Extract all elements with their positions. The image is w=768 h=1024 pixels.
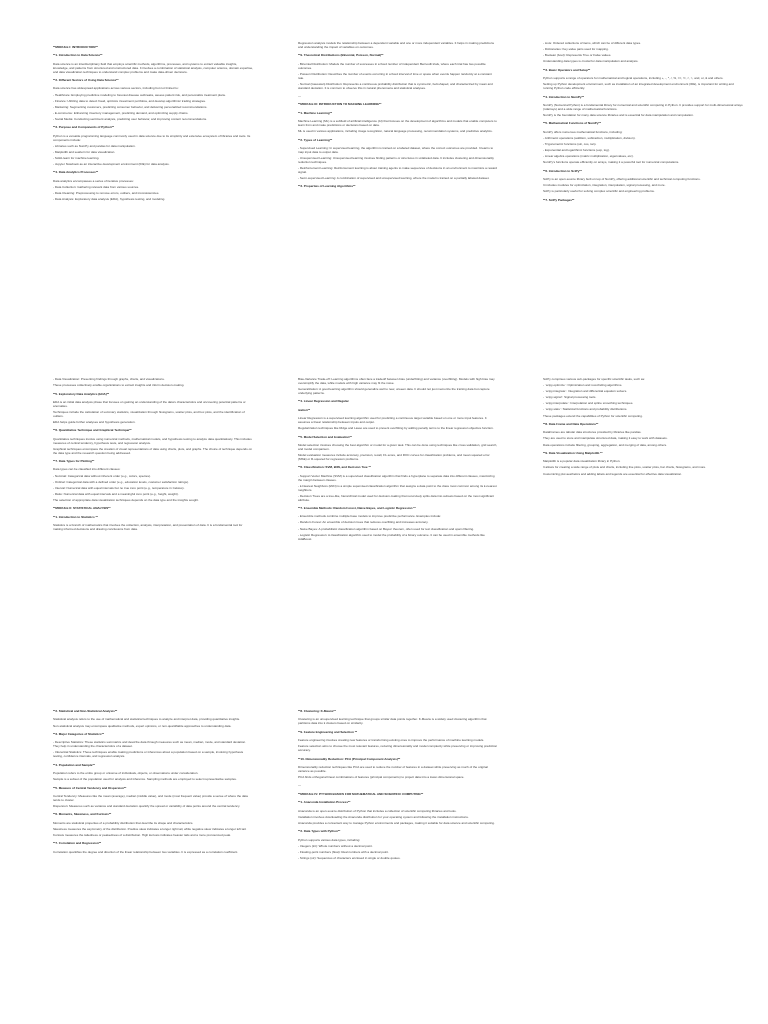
paragraph: - `scipy.stats`: Statistical functions and probability distributions. — [543, 407, 628, 412]
paragraph: These processes collectively enable organizations to extract insights and inform decision-making. — [53, 383, 185, 388]
section-heading: **10. Dimensionality Reduction: PCA (Principal Component Analysis)** — [298, 756, 401, 761]
paragraph: These packages extend the capabilities of Python for scientific computing. — [543, 413, 643, 418]
paragraph: - Boolean (bool): Represents True or False values. — [543, 53, 612, 58]
paragraph: Generalization: A good learning algorithm should generalize well to new, unseen data. It should not just memorize the training data but capture underlying patterns. — [298, 387, 491, 395]
paragraph: Anaconda provides a convenient way to manage Python environments and packages, making it suitable for data science and scientific computing. — [298, 820, 495, 825]
paragraph: Regression analysis models the relationship between a dependent variable and one or more independent variables. It helps in making predictions and understanding the impact of variables on outcomes. — [298, 41, 495, 49]
paragraph: - Finance: Utilizing data to detect fraud, optimize investment portfolios, and develop algorithmic trading strategies. — [53, 98, 206, 103]
paragraph: - Data Cleaning: Preprocessing to remove errors, outliers, and inconsistencies. — [53, 191, 160, 195]
paragraph: - Lists: Ordered collections of items, which can be of different data types. — [543, 41, 642, 45]
document-page — [298, 378, 498, 668]
section-heading: **2. Data Types with Python** — [298, 829, 341, 834]
paragraph: Dispersion: Measures such as variance and standard deviation quantify the spread or variability of data points around the central tendency. — [53, 803, 241, 808]
section-heading: **7. Ensemble Methods: Random Forest, Naive Bayes, and Logistic Regression ** — [298, 505, 416, 510]
paragraph: Statistical analysis refers to the use of mathematical and statistical techniques to analyze and interpret data, providing quantitative insights. — [53, 717, 240, 722]
paragraph: Correlation quantifies the degree and direction of the linear relationship between two variables. It is expressed as a correlation coefficient. — [53, 849, 239, 854]
paragraph: Python supports various data types, including: — [298, 837, 361, 842]
paragraph: Moments are statistical properties of a probability distribution that describe its shape and characteristics. — [53, 820, 194, 825]
paragraph: DataFrames are tabular data structures provided by libraries like pandas. — [543, 430, 642, 435]
section-heading: **7. SciPy Packages** — [543, 197, 575, 202]
paragraph: Central Tendency: Measures like the mean (average), median (middle value), and mode (most frequent value) provide a sense of where the data tends to cluster. — [53, 793, 249, 802]
paragraph: Statistics is a branch of mathematics that involves the collection, analysis, interpretation, and presentation of data. It is a fundamental tool for making informed decisions and drawing conclusions from data. — [53, 523, 244, 532]
paragraph: Quantitative techniques involve using numerical methods, mathematical models, and hypothesis testing to analyze data quantitatively. This includes measures of central tendency, hypothesis tests, and regression analysis. — [53, 436, 253, 445]
section-heading: **4. Population and Sample** — [53, 762, 95, 767]
paragraph: - Data Analysis: Exploratory data analysis (EDA), hypothesis testing, and modeling. — [53, 197, 166, 202]
paragraph: Understanding data types is crucial for data manipulation and analysis. — [543, 59, 639, 64]
paragraph: Data analytics encompasses a series of iterative processes: — [53, 178, 134, 183]
paragraph: Sample is a subset of the population used for analysis and inference. Sampling methods are employed to select representative samples. — [53, 777, 237, 782]
document-page — [298, 42, 498, 332]
section-heading: **5. Mathematical Functions of NumPy** — [543, 121, 601, 126]
paragraph: - Linear algebra operations (matrix multiplication, eigenvalues, etc). — [543, 154, 634, 159]
section-heading: **8. Data Frame and Data Operations** — [543, 421, 599, 426]
paragraph: - Arithmetic operations (addition, subtraction, multiplication, division). — [543, 135, 636, 140]
paragraph: Data operations include filtering, grouping, aggregation, and merging of data, among others. — [543, 442, 667, 447]
section-heading: **2. Statistical and Non-Statistical Analysis** — [53, 709, 118, 713]
paragraph: - Exponential and logarithmic functions (exp, log). — [543, 148, 610, 152]
paragraph: - Supervised Learning: In supervised learning, the algorithm is trained on a labeled dataset, where the correct outcomes are provided. It learns to map input data to output data. — [298, 146, 494, 154]
paragraph: Anaconda is an open-source distribution of Python that includes a collection of scientific computing libraries and tools. — [298, 808, 457, 813]
paragraph: - Poisson Distribution: Describes the number of events occurring in a fixed interval of time or space when events happen randomly at a constant rate. — [298, 71, 493, 80]
section-heading: **4. Introduction to NumPy** — [543, 94, 584, 99]
paragraph: - Matplotlib and seaborn for data visualization. — [53, 149, 116, 154]
paragraph: - Interval: Numerical data with equal intervals but no true zero point (e.g., temperature in Celsius). — [53, 485, 185, 490]
section-heading: **4. Data Analytics Processes** — [53, 170, 99, 175]
paragraph: Kurtosis measures the tailedness or peakedness of a distribution. High kurtosis indicates heavier tails and a more pronounced peak. — [53, 832, 232, 837]
section-heading: **6. Introduction to SciPy** — [543, 168, 582, 173]
paragraph: - Binomial Distribution: Models the number of successes in a fixed number of independent Bernoulli trials, where each trial has two possible outcomes. — [298, 61, 487, 70]
paragraph: - Scikit-learn for machine learning. — [53, 155, 100, 160]
section-heading: **MODULE II: STATISTICAL ANALYSIS** — [53, 506, 111, 511]
paragraph: It allows for creating a wide range of plots and charts, including line plots, scatter plots, bar charts, histograms, and more. — [543, 465, 707, 470]
document-page — [53, 42, 253, 332]
paragraph: Customizing plot aesthetics and adding labels and legends are essential for effective data visualization. — [543, 471, 683, 476]
section-heading: **3. Basic Operators and Setup** — [543, 67, 591, 72]
paragraph: - Random Forest: An ensemble of decision trees that reduces overfitting and increases accuracy. — [298, 520, 429, 525]
paragraph: Techniques include the calculation of summary statistics, visualization through histograms, scatter plots, and box plots, and the identification of outliers. — [53, 409, 246, 418]
section-heading: **1. Introduction to Statistics ** — [53, 514, 98, 519]
paragraph: Bias-Variance Trade-off: Learning algorithms often face a tradeoff between bias (underfitting) and variance (overfitting). Models with high bias may oversimplify the data, while models with high variance may fit the noise. — [298, 377, 496, 385]
section-heading: **9. Data Visualization Using Matplotlib ** — [543, 450, 603, 455]
paragraph: EDA helps guide further analyses and hypothesis generation. — [53, 419, 136, 424]
paragraph: Data science is an interdisciplinary field that employs scientific methods, algorithms, processes, and systems to extract valuable insights, knowledge, and patterns from structured and unstructured data. It involves a combination of statistical analysis, computer science, domain expertise, and data visualization techniques to understand complex problems and make data-driven decisions. — [53, 61, 254, 74]
paragraph: - k-Nearest Neighbors (kNN) is a simple supervised classification algorithm that assigns a data point to the class most common among its k-nearest neighbors. — [298, 483, 498, 492]
paragraph: - Nominal: Categorical data without inherent order (e.g., colors, species). — [53, 473, 151, 478]
paragraph: Python supports a range of operators for mathematical and logical operations, including +, -, *, /, %, ==, !=, <, >, and, or, & and others. — [543, 76, 724, 81]
section-heading: **7. Correlation and Regression** — [53, 841, 102, 846]
section-heading: **1. Introduction to Data Science** — [53, 53, 103, 58]
section-heading: **MODULE I: INTRODUCTION** — [53, 45, 98, 49]
paragraph: Python is a versatile programming language commonly used in data science due to its simplicity and extensive ecosystem of libraries and tools. Its components include: — [53, 133, 252, 142]
paragraph: - Ratio: Numerical data with equal intervals and a meaningful zero point (e.g., height, weight). — [53, 491, 179, 496]
paragraph: Dimensionality reduction techniques like PCA are used to reduce the number of features in a dataset while preserving as much of the original variance as possible. — [298, 764, 489, 773]
paragraph: It includes modules for optimization, integration, interpolation, signal processing, and more. — [543, 183, 666, 188]
paragraph: - `scipy.interpolate`: Interpolation and spline smoothing techniques. — [543, 401, 634, 406]
paragraph: - Trigonometric functions (sin, cos, tan). — [543, 141, 597, 146]
paragraph: NumPy's functions operate efficiently on arrays, making it a powerful tool for numerical computations. — [543, 160, 680, 165]
section-heading: **2. Different Sectors of Using Data Science** — [53, 78, 119, 83]
section-heading: **6. Moments, Skewness, and Kurtosis** — [53, 812, 112, 817]
paragraph: - Integers (int): Whole numbers without a decimal point. — [298, 843, 373, 848]
section-heading: **MODULE III: INTRODUCTION TO MACHINE LEARNING** — [298, 102, 382, 107]
paragraph: ML is used in various applications, including image recognition, natural language processing, recommendation systems, and predictive analytics. — [298, 129, 493, 134]
paragraph: SciPy comprises various sub-packages for specific scientific tasks, such as: — [543, 377, 645, 381]
paragraph: PCA finds orthogonal linear combinations of features (principal components) to project data into a lower-dimensional space. — [298, 774, 465, 779]
section-heading: **5. Measure of Central Tendency and Dispersion** — [53, 785, 127, 790]
paragraph: - Unsupervised Learning: Unsupervised learning involves finding patterns or structures in unlabeled data. It includes clustering and dimensionality reduction techniques. — [298, 156, 495, 164]
paragraph: They are used to store and manipulate structured data, making it easy to work with datasets. — [543, 436, 668, 441]
section-heading: **1. Machine Learning** — [298, 110, 333, 115]
paragraph: - Support Vector Machine (SVM) is a supervised classification algorithm that finds a hyperplane to separate data into different classes, maximizing the margin between classes. — [298, 473, 496, 482]
paragraph: - Naive Bayes: A probabilistic classification algorithm based on Bayes' theorem, often used for text classification and spam filtering. — [298, 526, 475, 531]
paragraph: Feature selection aims to choose the most relevant features, reducing dimensionality and model complexity while preserving or improving prediction accuracy. — [298, 744, 499, 753]
paragraph: Installation involves downloading the Anaconda distribution for your operating system and following the installation instructions. — [298, 814, 469, 819]
section-heading: ization** — [298, 407, 311, 412]
paragraph: Population refers to the entire group or universe of individuals, objects, or observations under consideration. — [53, 771, 199, 776]
document-page — [543, 378, 743, 668]
paragraph: - `scipy.signal`: Signal processing tools. — [543, 395, 597, 400]
paragraph: SciPy is particularly useful for solving complex scientific and engineering problems. — [543, 189, 655, 194]
paragraph: NumPy offers numerous mathematical functions, including: — [543, 129, 623, 134]
section-heading: **1. Anaconda Installation Process** — [298, 800, 351, 805]
paragraph: Regularization techniques like Ridge and Lasso are used to prevent overfitting by adding penalty terms to the linear regression objective function. — [298, 426, 494, 431]
paragraph: EDA is an initial data analysis phase that focuses on gaining an understanding of the data's characteristics and uncovering potential patterns or anomalies. — [53, 399, 247, 408]
paragraph: --- — [298, 94, 302, 99]
paragraph: Setting up Python development environment, such as installation of an integrated development environment (IDE), is important for writing and running Python code efficiently. — [543, 82, 735, 91]
paragraph: - Healthcare: Employing predictive modeling to forecast disease outbreaks, assess patient risk, and personalize treatment plans. — [53, 92, 226, 97]
paragraph: - Inferential Statistics: These techniques enable making predictions or inferences about a population based on a sample, involving hypothesis testing, confidence intervals, and regression analysis. — [53, 750, 245, 759]
paragraph: - Decision Trees are a tree-like, hierarchical model used for decision-making that recursively splits data into subsets based on the most significant attribute. — [298, 493, 495, 502]
paragraph: Data types can be classified into different classes: — [53, 467, 121, 472]
section-heading: **MODULE IV: PYTHON BASICS FOR MATHEMATICAL AND SCIENTIFIC COMPUTING** — [298, 791, 424, 796]
paragraph: Graphical techniques encompass the creation of visual representations of data using charts, plots, and graphs. The choice of technique depends on the data type and the research question being addressed. — [53, 446, 253, 455]
paragraph: - Strings (str): Sequences of characters enclosed in single or double quotes. — [298, 855, 401, 860]
paragraph: - Normal (Gaussian) Distribution: Represents a continuous probability distribution that is symmetric, bell-shaped, and characterized by mean and standard deviation. It is common to observe this in natural phenomena and statistical analyses. — [298, 81, 494, 90]
paragraph: - Logistic Regression: A classification algorithm used to model the probability of a binary outcome. It can be used in ensemble methods like AdaBoost. — [298, 532, 486, 541]
paragraph: - `scipy.optimize`: Optimization and root-finding algorithms. — [543, 383, 623, 388]
section-heading: **4. Linear Regression and Regular — [298, 399, 349, 404]
section-heading: **7. Data Types for Plotting** — [53, 459, 95, 464]
document-page — [53, 706, 253, 1006]
paragraph: Machine Learning (ML) is a subfield of artificial intelligence (AI) that focuses on the development of algorithms and models that enable computers to learn from and make predictions or decisions based on data. — [298, 119, 498, 128]
document-page — [543, 42, 743, 332]
paragraph: - Floating-point numbers (float): Real numbers with a decimal point. — [298, 849, 389, 854]
paragraph: Matplotlib is a popular data visualization library in Python. — [543, 459, 621, 464]
paragraph: Clustering is an unsupervised learning technique that groups similar data points together. K-Means is a widely used clustering algorithm that partitions data into k clusters based on similarity. — [298, 717, 488, 726]
paragraph: SciPy is an open-source library built on top of NumPy, offering additional scientific and technical computing functions. — [543, 177, 701, 181]
section-heading: **9. Theoretical Distributions (Binomial, Poisson, Normal)** — [298, 53, 384, 58]
paragraph: - Descriptive Statistics: These statistics summarize and describe data through measures such as mean, median, mode, and standard deviation. They help in understanding the characteristics of a dataset. — [53, 740, 247, 749]
paragraph: - Social Media: Conducting sentiment analysis, predicting user behavior, and improving content recommendations. — [53, 116, 207, 121]
document-page — [53, 378, 253, 668]
paragraph: NumPy is the foundation for many data science libraries and is essential for data manipulation and computation. — [543, 112, 694, 117]
paragraph: Skewness measures the asymmetry of the distribution. Positive skew indicates a longer right tail, while negative skew indicates a longer left tail. — [53, 826, 247, 831]
paragraph: --- — [298, 783, 302, 788]
paragraph: - Reinforcement Learning: Reinforcement learning is about training agents to make sequences of decisions in an environment to maximize a reward signal. — [298, 166, 498, 174]
section-heading: **3. Purpose and Components of Python** — [53, 125, 114, 130]
paragraph: Feature engineering involves creating new features or transforming existing ones to improve the performance of machine learning models. — [298, 738, 485, 743]
paragraph: - Ensemble methods combine multiple base models to improve predictive performance. Examples include: — [298, 514, 442, 519]
paragraph: - Marketing: Segmenting customers, predicting consumer behavior, and delivering personalized recommendations. — [53, 104, 208, 109]
section-heading: **6. Classification: SVM, kNN, and Decision Tree ** — [298, 465, 371, 470]
paragraph: - Dictionaries: Key-value pairs used for mapping. — [543, 47, 609, 52]
paragraph: Linear Regression is a supervised learning algorithm used for predicting a continuous target variable based on one or more input features. It assumes a linear relationship between inputs and output. — [298, 416, 488, 425]
section-heading: **5. Exploratory Data Analytics (EDA)** — [53, 391, 110, 396]
paragraph: - E-commerce: Enhancing inventory management, predicting demand, and optimizing supply chains. — [53, 110, 189, 115]
section-heading: **6. Quantitative Technique and Graphical Technique** — [53, 428, 132, 433]
paragraph: - Data Visualization: Presenting findings through graphs, charts, and visualizations. — [53, 377, 165, 381]
paragraph: Data science has widespread applications across various sectors, including but not limited to: — [53, 86, 179, 91]
paragraph: The selection of appropriate data visualization techniques depends on the data type and the insights sought. — [53, 497, 199, 502]
paragraph: Non-statistical analysis may encompass qualitative methods, expert opinions, or non-quantifiable approaches to understanding data. — [53, 723, 232, 728]
paragraph: - Data Collection: Gathering relevant data from various sources. — [53, 184, 140, 189]
section-heading: **8. Clustering: K-Means** — [298, 709, 336, 713]
section-heading: **5. Model Selection and Evaluation** — [298, 434, 352, 439]
paragraph: - Ordinal: Categorical data with a defined order (e.g., education levels, customer satisfaction ratings). — [53, 479, 189, 484]
paragraph: - Libraries such as NumPy and pandas for data manipulation. — [53, 143, 136, 148]
section-heading: **2. Types of Learning** — [298, 137, 333, 142]
document-page — [543, 706, 743, 1006]
paragraph: - `scipy.integrate`: Integration and differential equation solvers. — [543, 389, 628, 394]
paragraph: - Jupyter Notebook as an interactive development environment (IDE) for data analysis. — [53, 162, 170, 166]
section-heading: **9. Feature Engineering and Selection ** — [298, 729, 358, 734]
paragraph: Model selection involves choosing the best algorithm or model for a given task. This can be done using techniques like cross-validation, grid search, and model comparison. — [298, 442, 498, 451]
paragraph: Model evaluation measures include accuracy, precision, recall, F1-score, and ROC curves for classification problems, and mean squared error (MSE) or R-squared for regression problems. — [298, 452, 491, 461]
document-page — [298, 706, 498, 1006]
paragraph: - Semi-supervised Learning: A combination of supervised and unsupervised learning, where the model is trained on a partially labeled dataset. — [298, 176, 490, 181]
paragraph: NumPy (Numerical Python) is a fundamental library for numerical and scientific computing in Python. It provides support for multi-dimensional arrays (ndarrays) and a wide range of mathematical functions. — [543, 102, 744, 111]
section-heading: **3. Properties of Learning Algorithms** — [298, 184, 356, 189]
section-heading: **3. Major Categories of Statistics** — [53, 731, 104, 736]
